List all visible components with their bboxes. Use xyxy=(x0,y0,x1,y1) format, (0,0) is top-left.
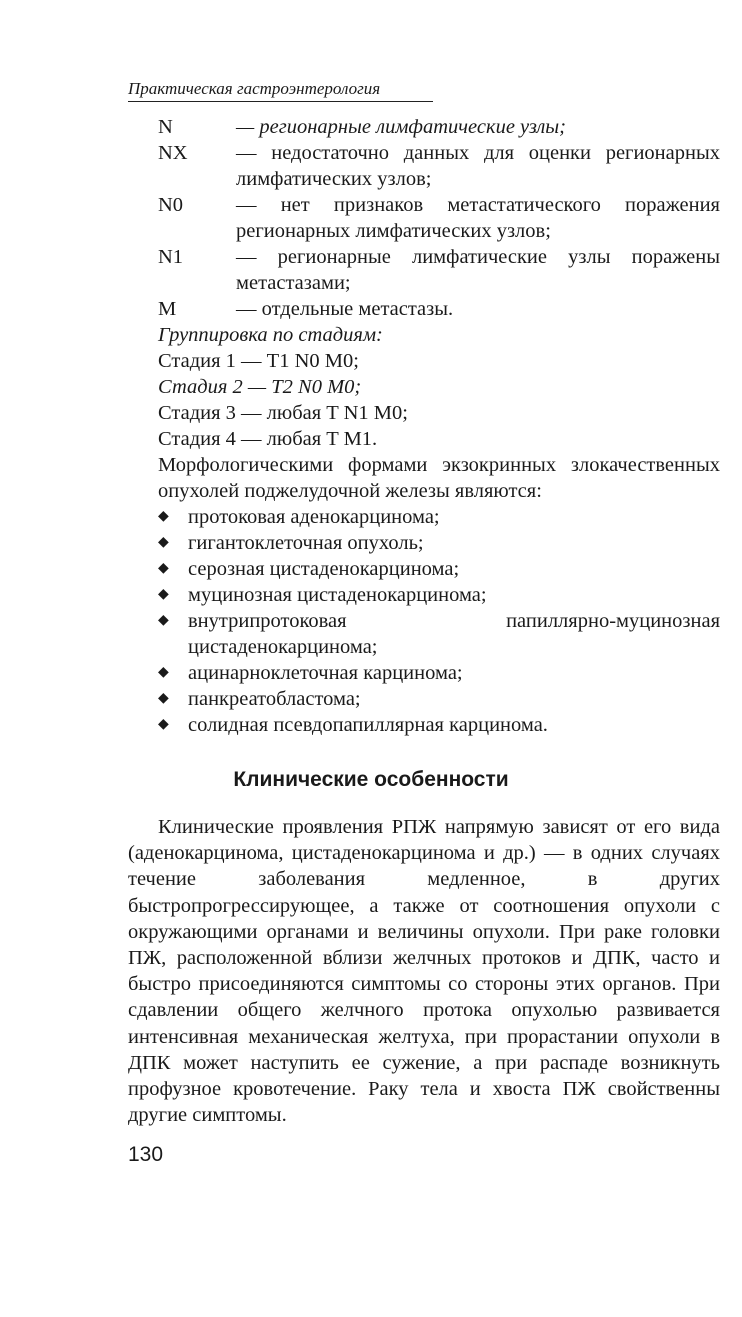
staging-heading: Группировка по стадиям: xyxy=(158,324,383,346)
diamond-bullet-icon: ◆ xyxy=(158,509,169,524)
definitions-list xyxy=(158,114,720,322)
diamond-bullet-icon: ◆ xyxy=(158,561,169,576)
definition-text: — регионарные лимфатические узлы поражены метастазами; xyxy=(236,246,720,294)
diamond-bullet-icon: ◆ xyxy=(158,717,169,732)
definition-text: — недостаточно данных для оценки регионарных лимфатических узлов; xyxy=(236,142,720,190)
diamond-bullet-icon: ◆ xyxy=(158,665,169,680)
definition-row xyxy=(158,244,720,296)
definition-text: — нет признаков метастатического поражения регионарных лимфатических узлов; xyxy=(236,194,720,242)
list-item xyxy=(158,660,720,686)
list-item-text: муцинозная цистаденокарцинома; xyxy=(188,584,487,606)
list-item-text: солидная псевдопапиллярная карцинома. xyxy=(188,714,548,736)
definition-code: M xyxy=(158,298,177,320)
stage-line: Стадия 2 — T2 N0 M0; xyxy=(158,376,362,398)
section-body: Клинические проявления РПЖ напрямую зависят от его вида (аденокарцинома, цистаденокарцинома и др.) — в одних случаях течение заболевания медленное, в других быстропрогрессирующее, а также от соотношения опухоли с окружающими органами и величины опухоли. При раке головки ПЖ, расположенной вблизи желчных протоков и ДПК, часто и быстро присоединяются симптомы со стороны этих органов. При сдавлении общего желчного протока опухолью развивается интенсивная механическая желтуха, при прорастании опухоли в ДПК может наступить ее сужение, а при распаде возникнуть профузное кровотечение. Раку тела и хвоста ПЖ свойственны другие симптомы. xyxy=(128,816,720,1127)
list-item-text: серозная цистаденокарцинома; xyxy=(188,558,460,580)
page-number: 130 xyxy=(128,1143,164,1166)
list-item xyxy=(158,504,720,530)
diamond-bullet-icon: ◆ xyxy=(158,587,169,602)
list-item-text: панкреатобластома; xyxy=(188,688,361,710)
list-item xyxy=(158,556,720,582)
list-item-text: внутрипротоковая папиллярно-муцинозная цистаденокарцинома; xyxy=(188,610,720,658)
list-item xyxy=(158,608,720,660)
list-item-text: гигантоклеточная опухоль; xyxy=(188,532,424,554)
section-heading: Клинические особенности xyxy=(233,768,509,791)
list-item xyxy=(158,712,720,738)
definition-code: N xyxy=(158,116,173,138)
list-item-text: протоковая аденокарцинома; xyxy=(188,506,440,528)
morphology-list xyxy=(158,504,720,738)
stage-line: Стадия 4 — любая T M1. xyxy=(158,428,378,450)
definition-row xyxy=(158,296,720,322)
staging-block xyxy=(158,322,720,452)
stage-line: Стадия 1 — T1 N0 M0; xyxy=(158,350,359,372)
running-header: Практическая гастроэнтерология xyxy=(128,78,433,102)
definition-text: — регионарные лимфатические узлы; xyxy=(236,116,567,138)
definition-row xyxy=(158,114,720,140)
definition-row xyxy=(158,192,720,244)
list-item xyxy=(158,582,720,608)
list-item xyxy=(158,686,720,712)
definition-row xyxy=(158,140,720,192)
diamond-bullet-icon: ◆ xyxy=(158,535,169,550)
diamond-bullet-icon: ◆ xyxy=(158,691,169,706)
definition-code: NX xyxy=(158,142,188,164)
morphology-intro-text: Морфологическими формами экзокринных злокачественных опухолей поджелудочной железы являются: xyxy=(158,454,720,502)
list-item-text: ацинарноклеточная карцинома; xyxy=(188,662,463,684)
definition-code: N0 xyxy=(158,194,184,216)
diamond-bullet-icon: ◆ xyxy=(158,613,169,628)
stage-line: Стадия 3 — любая T N1 M0; xyxy=(158,402,408,424)
morphology-intro xyxy=(158,452,720,504)
definition-code: N1 xyxy=(158,246,184,268)
definition-text: — отдельные метастазы. xyxy=(236,298,454,320)
list-item xyxy=(158,530,720,556)
